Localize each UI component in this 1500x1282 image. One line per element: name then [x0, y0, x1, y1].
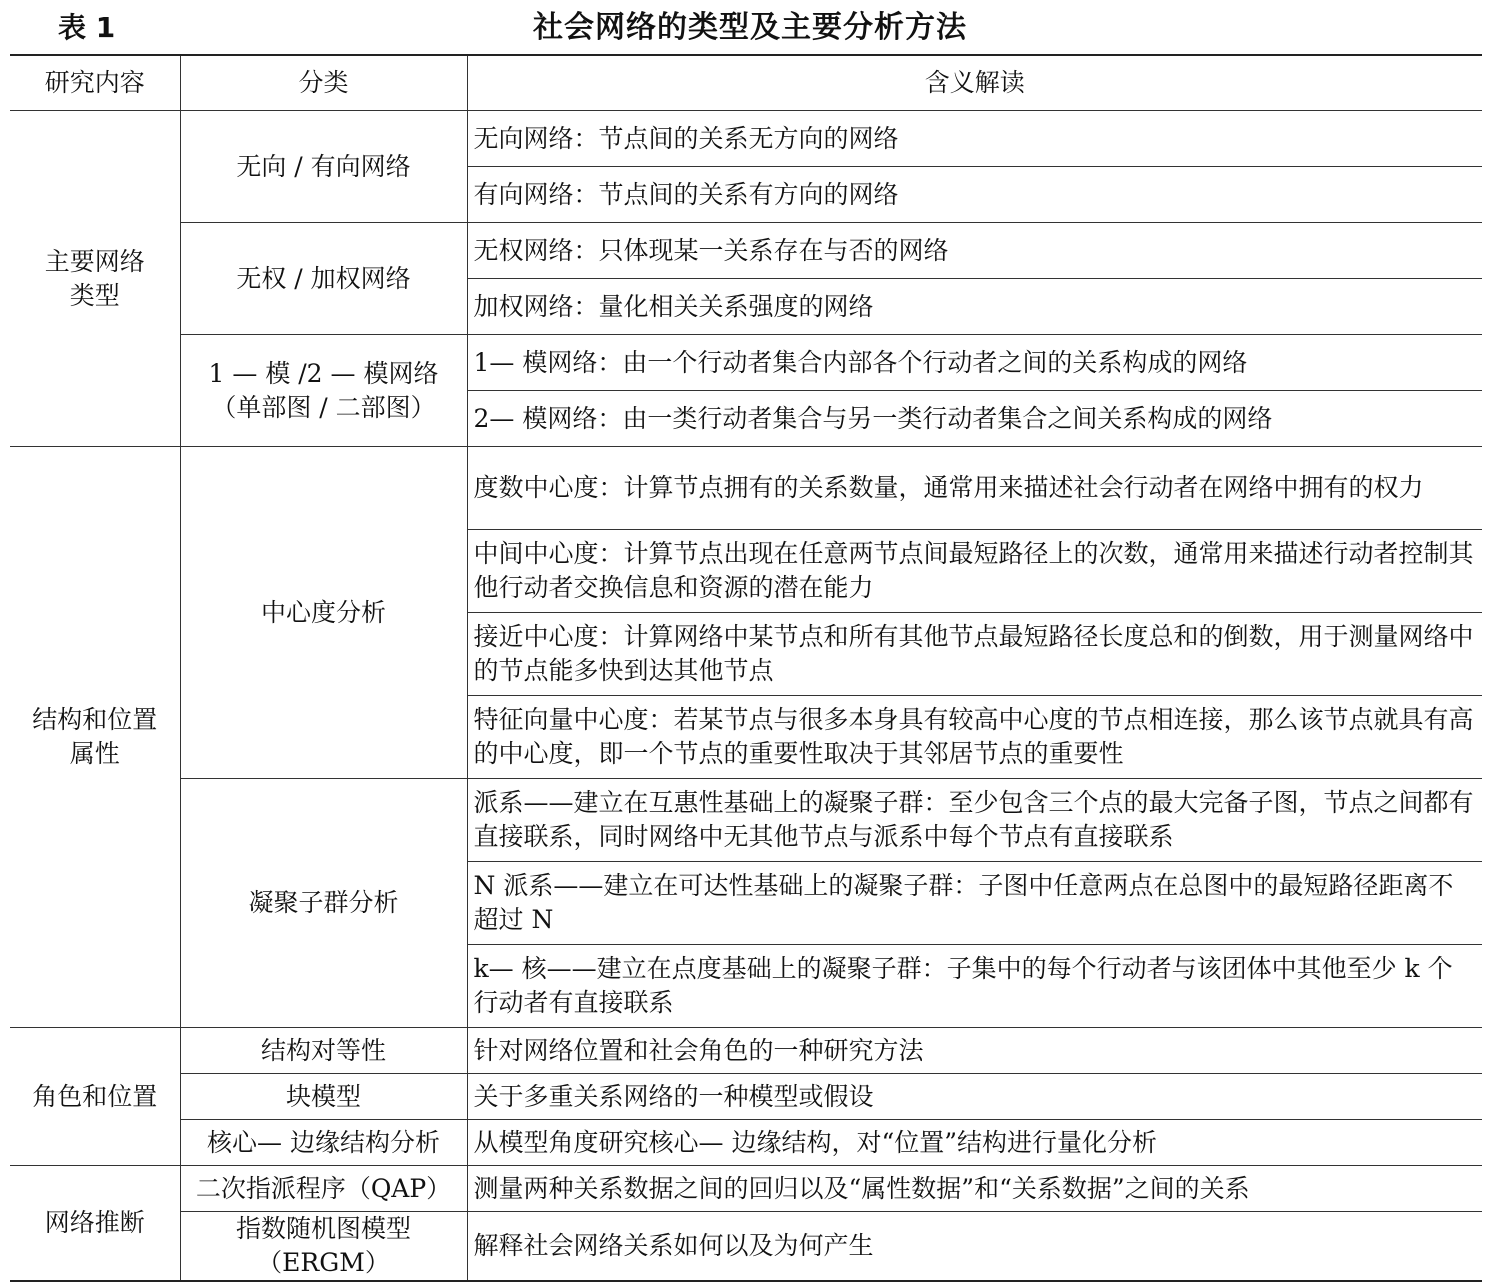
- table-row: [10, 1166, 1482, 1212]
- meaning-cell: 测量两种关系数据之间的回归以及“属性数据”和“关系数据”之间的关系: [467, 1166, 1482, 1212]
- category-cell: 无向 / 有向网络: [180, 111, 467, 223]
- category-cell: 凝聚子群分析: [180, 779, 467, 1028]
- table-caption: [0, 0, 1500, 54]
- meaning-cell: 无权网络：只体现某一关系存在与否的网络: [467, 223, 1482, 279]
- header-row: [10, 55, 1482, 111]
- table-row: [10, 779, 1482, 862]
- table-row: [10, 223, 1482, 279]
- header-research-content: 研究内容: [10, 55, 180, 111]
- header-category: 分类: [180, 55, 467, 111]
- meaning-cell: 关于多重关系网络的一种模型或假设: [467, 1074, 1482, 1120]
- table-row: [10, 1028, 1482, 1074]
- category-cell: 1 — 模 /2 — 模网络 （单部图 / 二部图）: [180, 335, 467, 447]
- category-cell: 中心度分析: [180, 447, 467, 779]
- table-title: 社会网络的类型及主要分析方法: [533, 10, 967, 45]
- section-roles: 角色和位置: [10, 1028, 180, 1166]
- meaning-cell: 针对网络位置和社会角色的一种研究方法: [467, 1028, 1482, 1074]
- section-network-types: 主要网络 类型: [10, 111, 180, 447]
- category-cell: 无权 / 加权网络: [180, 223, 467, 335]
- table-row: [10, 1120, 1482, 1166]
- meaning-cell: 有向网络：节点间的关系有方向的网络: [467, 167, 1482, 223]
- category-cell: 二次指派程序（QAP）: [180, 1166, 467, 1212]
- meaning-cell: 度数中心度：计算节点拥有的关系数量，通常用来描述社会行动者在网络中拥有的权力: [467, 447, 1482, 530]
- meaning-cell: N 派系——建立在可达性基础上的凝聚子群：子图中任意两点在总图中的最短路径距离不超过 N: [467, 862, 1482, 945]
- table-row: [10, 111, 1482, 167]
- section-inference: 网络推断: [10, 1166, 180, 1282]
- meaning-cell: 从模型角度研究核心— 边缘结构，对“位置”结构进行量化分析: [467, 1120, 1482, 1166]
- meaning-cell: 特征向量中心度：若某节点与很多本身具有较高中心度的节点相连接，那么该节点就具有高的中心度，即一个节点的重要性取决于其邻居节点的重要性: [467, 696, 1482, 779]
- meaning-cell: 中间中心度：计算节点出现在任意两节点间最短路径上的次数，通常用来描述行动者控制其他行动者交换信息和资源的潜在能力: [467, 530, 1482, 613]
- table-row: [10, 1212, 1482, 1282]
- category-cell: 核心— 边缘结构分析: [180, 1120, 467, 1166]
- meaning-cell: 1— 模网络：由一个行动者集合内部各个行动者之间的关系构成的网络: [467, 335, 1482, 391]
- meaning-cell: 解释社会网络关系如何以及为何产生: [467, 1212, 1482, 1282]
- table-row: [10, 447, 1482, 530]
- meaning-cell: 加权网络：量化相关关系强度的网络: [467, 279, 1482, 335]
- category-cell: 结构对等性: [180, 1028, 467, 1074]
- table-row: [10, 335, 1482, 391]
- category-cell: 块模型: [180, 1074, 467, 1120]
- meaning-cell: 无向网络：节点间的关系无方向的网络: [467, 111, 1482, 167]
- meaning-cell: 2— 模网络：由一类行动者集合与另一类行动者集合之间关系构成的网络: [467, 391, 1482, 447]
- category-cell: 指数随机图模型（ERGM）: [180, 1212, 467, 1282]
- meaning-cell: k— 核——建立在点度基础上的凝聚子群：子集中的每个行动者与该团体中其他至少 k 个行动者有直接联系: [467, 945, 1482, 1028]
- section-structure-position: 结构和位置 属性: [10, 447, 180, 1028]
- meaning-cell: 派系——建立在互惠性基础上的凝聚子群：至少包含三个点的最大完备子图，节点之间都有直接联系，同时网络中无其他节点与派系中每个节点有直接联系: [467, 779, 1482, 862]
- meaning-cell: 接近中心度：计算网络中某节点和所有其他节点最短路径长度总和的倒数，用于测量网络中的节点能多快到达其他节点: [467, 613, 1482, 696]
- table-row: [10, 1074, 1482, 1120]
- network-methods-table: [10, 54, 1482, 1282]
- header-meaning: 含义解读: [467, 55, 1482, 111]
- table-number: 表 1: [58, 11, 116, 44]
